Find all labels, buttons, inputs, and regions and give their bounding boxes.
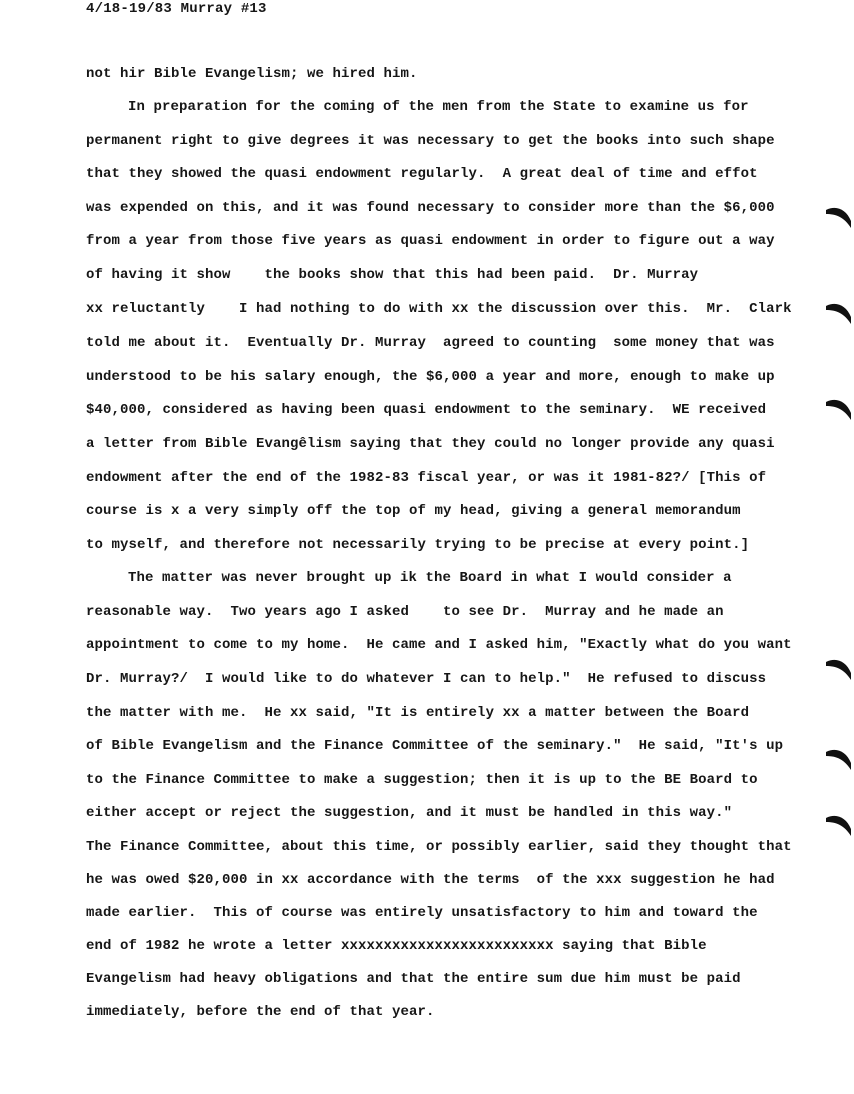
text-line: Dr. Murray?/ I would like to do whatever I can to help." He refused to discuss xyxy=(86,671,767,687)
text-line: xx reluctantly I had nothing to do with xx the discussion over this. Mr. Clark xyxy=(86,301,792,317)
text-line: endowment after the end of the 1982-83 fiscal year, or was it 1981-82?/ [This of xyxy=(86,470,767,486)
text-line: he was owed $20,000 in xx accordance with the terms of the xxx suggestion he had xyxy=(86,872,775,888)
text-line: from a year from those five years as quasi endowment in order to figure out a way xyxy=(86,233,775,249)
text-line: of having it show the books show that this had been paid. Dr. Murray xyxy=(86,267,699,283)
text-line: told me about it. Eventually Dr. Murray agreed to counting some money that was xyxy=(86,335,775,351)
text-line: appointment to come to my home. He came and I asked him, "Exactly what do you want xyxy=(86,637,792,653)
binder-hole-mark xyxy=(818,204,854,232)
text-line: course is x a very simply off the top of my head, giving a general memorandum xyxy=(86,503,741,519)
page-header: 4/18-19/83 Murray #13 xyxy=(86,1,267,17)
text-line: a letter from Bible Evangêlism saying that they could no longer provide any quasi xyxy=(86,436,775,452)
binder-hole-mark xyxy=(818,396,854,424)
text-line: either accept or reject the suggestion, and it must be handled in this way." xyxy=(86,805,733,821)
text-line: to myself, and therefore not necessarily trying to be precise at every point.] xyxy=(86,537,750,553)
text-line: made earlier. This of course was entirely unsatisfactory to him and toward the xyxy=(86,905,758,921)
text-line: understood to be his salary enough, the $6,000 a year and more, enough to make up xyxy=(86,369,775,385)
text-line: of Bible Evangelism and the Finance Committee of the seminary." He said, "It's up xyxy=(86,738,784,754)
binder-hole-mark xyxy=(818,656,854,684)
text-line: immediately, before the end of that year. xyxy=(86,1004,435,1020)
text-line: the matter with me. He xx said, "It is entirely xx a matter between the Board xyxy=(86,705,750,721)
text-line: not hir Bible Evangelism; we hired him. xyxy=(86,66,418,82)
text-line: that they showed the quasi endowment regularly. A great deal of time and effot xyxy=(86,166,758,182)
text-line: to the Finance Committee to make a suggestion; then it is up to the BE Board to xyxy=(86,772,758,788)
text-line: In preparation for the coming of the men from the State to examine us for xyxy=(128,99,749,115)
binder-hole-mark xyxy=(818,300,854,328)
text-line: Evangelism had heavy obligations and that the entire sum due him must be paid xyxy=(86,971,741,987)
binder-hole-mark xyxy=(818,812,854,840)
text-line: reasonable way. Two years ago I asked to see Dr. Murray and he made an xyxy=(86,604,724,620)
text-line: The Finance Committee, about this time, or possibly earlier, said they thought that xyxy=(86,839,792,855)
text-line: end of 1982 he wrote a letter xxxxxxxxxxxxxxxxxxxxxxxxx saying that Bible xyxy=(86,938,707,954)
text-line: The matter was never brought up ik the Board in what I would consider a xyxy=(128,570,732,586)
text-line: was expended on this, and it was found necessary to consider more than the $6,000 xyxy=(86,200,775,216)
binder-hole-mark xyxy=(818,746,854,774)
text-line: $40,000, considered as having been quasi endowment to the seminary. WE received xyxy=(86,402,767,418)
text-line: permanent right to give degrees it was necessary to get the books into such shape xyxy=(86,133,775,149)
